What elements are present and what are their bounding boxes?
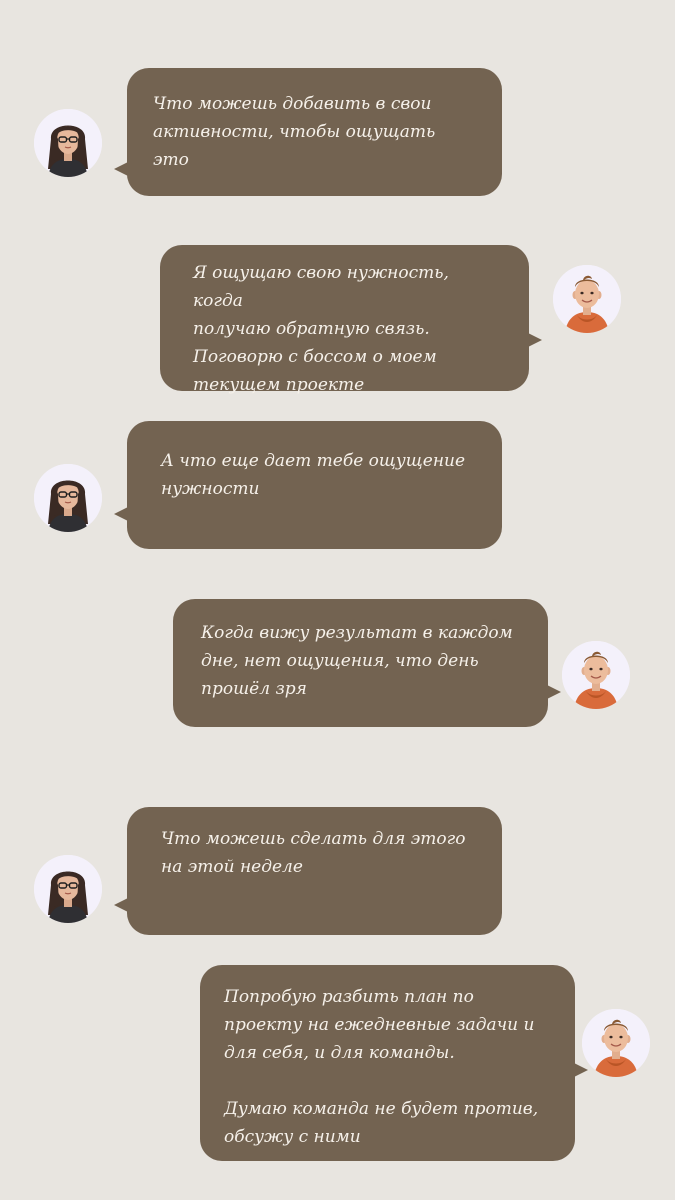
male-avatar-icon xyxy=(553,265,621,333)
female-avatar-icon xyxy=(34,855,102,923)
message-text: Попробую разбить план по проекту на ежедневные задачи и для себя, и для команды. Думаю команда не будет против, обсужу с ними xyxy=(224,987,539,1147)
message-text: Я ощущаю свою нужность, когда получаю обратную связь. Поговорю с боссом о моем текущем проекте xyxy=(193,263,449,395)
bubble-tail xyxy=(574,1063,588,1077)
male-avatar-icon xyxy=(562,641,630,709)
bubble-tail xyxy=(114,507,128,521)
message-text: А что еще дает тебе ощущение нужности xyxy=(161,451,466,499)
message-text: Что можешь сделать для этого на этой неделе xyxy=(161,829,466,877)
bubble-tail xyxy=(114,898,128,912)
message-text: Когда вижу результат в каждом дне, нет ощущения, что день прошёл зря xyxy=(201,623,513,699)
bubble-tail xyxy=(114,162,128,176)
message-bubble xyxy=(127,807,502,935)
bubble-tail xyxy=(528,333,542,347)
female-avatar-icon xyxy=(34,464,102,532)
message-bubble xyxy=(173,599,548,727)
message-bubble xyxy=(200,965,575,1161)
female-avatar-icon xyxy=(34,109,102,177)
message-bubble xyxy=(127,421,502,549)
bubble-tail xyxy=(547,685,561,699)
message-bubble xyxy=(160,245,529,395)
message-bubble xyxy=(127,68,502,196)
male-avatar-icon xyxy=(582,1009,650,1077)
message-text: Что можешь добавить в свои активности, чтобы ощущать это xyxy=(153,94,436,170)
